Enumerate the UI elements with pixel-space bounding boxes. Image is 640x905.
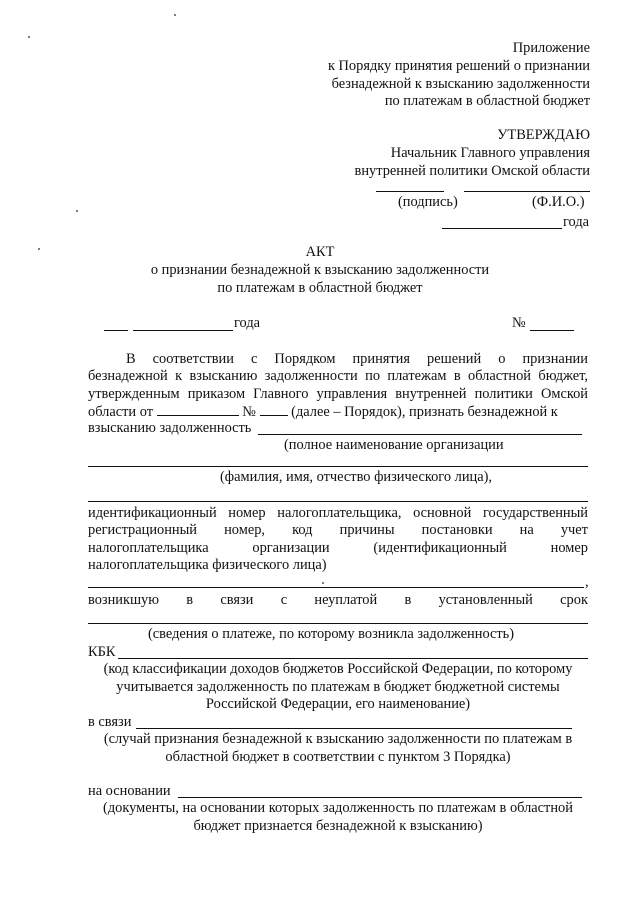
order-number-blank bbox=[260, 403, 288, 416]
word: причины bbox=[339, 522, 395, 538]
word: номер, bbox=[224, 522, 266, 538]
word: организации bbox=[252, 540, 330, 556]
body-line: взысканию задолженность bbox=[88, 420, 252, 436]
reason-label: в связи bbox=[88, 714, 132, 730]
word: код bbox=[292, 522, 313, 538]
kbk-label: КБК bbox=[88, 644, 116, 660]
word: с bbox=[251, 351, 258, 367]
body-line bbox=[88, 540, 588, 557]
hint-kbk: (код классификации доходов бюджетов Российской Федерации, по которому bbox=[103, 661, 573, 677]
fio-blank bbox=[88, 466, 588, 467]
body-line: утвержденным приказом Главного управления внутренней политики Омской bbox=[88, 386, 588, 402]
text: области от bbox=[88, 404, 153, 420]
signature-line bbox=[376, 191, 444, 192]
hint-reason: (случай признания безнадежной к взысканию задолженности по платежам в bbox=[103, 731, 573, 747]
word: регистрационный bbox=[88, 522, 197, 538]
word: неуплатой bbox=[314, 592, 378, 608]
body-line bbox=[88, 351, 588, 368]
order-date-blank bbox=[157, 403, 239, 416]
payment-blank bbox=[88, 623, 588, 624]
name-line bbox=[464, 191, 590, 192]
body-line bbox=[88, 403, 588, 421]
inn-blank bbox=[88, 587, 584, 588]
word: принятия bbox=[352, 351, 410, 367]
body-line bbox=[88, 522, 588, 539]
hint-basis: (документы, на основании которых задолженность по платежам в областной bbox=[103, 800, 573, 816]
hint-payment: (сведения о платеже, по которому возникла задолженность) bbox=[148, 626, 515, 642]
scan-speck bbox=[38, 248, 40, 250]
doc-subtitle: по платежам в областной бюджет bbox=[217, 280, 423, 296]
word: в bbox=[404, 592, 412, 608]
kbk-blank bbox=[118, 658, 588, 659]
approve-position: внутренней политики Омской области bbox=[354, 163, 590, 179]
organization-blank bbox=[258, 434, 582, 435]
body-line: безнадежной к взысканию задолженности по платежам в областной бюджет, bbox=[88, 368, 588, 384]
comma: , bbox=[585, 574, 589, 590]
doc-subtitle: о признании безнадежной к взысканию задолженности bbox=[150, 262, 490, 278]
hint-kbk: Российской Федерации, его наименование) bbox=[205, 696, 471, 712]
appendix-title: Приложение bbox=[512, 40, 590, 56]
approve-title: УТВЕРЖДАЮ bbox=[497, 127, 590, 143]
appendix-line: по платежам в областной бюджет bbox=[384, 93, 590, 109]
word: на bbox=[519, 522, 534, 538]
word: решений bbox=[427, 351, 482, 367]
hint-basis: бюджет признается безнадежной к взысканию) bbox=[193, 818, 483, 834]
body-line: налогоплательщика физического лица) bbox=[88, 557, 327, 573]
act-month-line bbox=[133, 330, 233, 331]
scan-speck bbox=[76, 210, 78, 212]
text: (далее – Порядок), признать безнадежной к bbox=[291, 404, 558, 420]
word: номер bbox=[550, 540, 588, 556]
hint-kbk: учитывается задолженность по платежам в бюджет бюджетной системы bbox=[116, 679, 560, 695]
act-year-word: года bbox=[234, 315, 261, 331]
basis-label: на основании bbox=[88, 783, 171, 799]
hint-fio: (фамилия, имя, отчество физического лица), bbox=[220, 469, 493, 485]
word: налогоплательщика bbox=[88, 540, 209, 556]
appendix-line: безнадежной к взысканию задолженности bbox=[331, 76, 590, 92]
body-line bbox=[88, 592, 588, 609]
text: № bbox=[242, 404, 256, 420]
word: соответствии bbox=[152, 351, 234, 367]
word: срок bbox=[560, 592, 588, 608]
approve-year-word: года bbox=[563, 214, 590, 230]
word: установленный bbox=[438, 592, 533, 608]
appendix-line: к Порядку принятия решений о признании bbox=[327, 58, 590, 74]
reason-blank bbox=[136, 728, 572, 729]
word: о bbox=[498, 351, 506, 367]
word: с bbox=[280, 592, 288, 608]
act-number-sign: № bbox=[512, 315, 526, 331]
word: возникшую bbox=[88, 592, 159, 608]
scan-speck bbox=[28, 36, 30, 38]
body-line: идентификационный номер налогоплательщика, основной государственный bbox=[88, 505, 588, 521]
word: В bbox=[126, 351, 136, 367]
word: постановки bbox=[421, 522, 493, 538]
scan-speck bbox=[174, 14, 176, 16]
approve-position: Начальник Главного управления bbox=[390, 145, 590, 161]
basis-blank bbox=[178, 797, 582, 798]
hint-reason: областной бюджет в соответствии с пунктом 3 Порядка) bbox=[165, 749, 511, 765]
word: учет bbox=[560, 522, 588, 538]
act-number-line bbox=[530, 330, 574, 331]
act-day-line bbox=[104, 330, 128, 331]
word: (идентификационный bbox=[373, 540, 507, 556]
signature-label: (подпись) bbox=[398, 194, 458, 210]
doc-title: АКТ bbox=[305, 244, 335, 260]
name-label: (Ф.И.О.) bbox=[532, 194, 585, 210]
word: связи bbox=[220, 592, 254, 608]
word: Порядком bbox=[274, 351, 336, 367]
scan-speck bbox=[322, 582, 324, 584]
blank-line bbox=[88, 501, 588, 502]
approve-date-line bbox=[442, 228, 562, 229]
hint-organization: (полное наименование организации bbox=[284, 437, 504, 453]
word: в bbox=[186, 592, 194, 608]
word: признании bbox=[522, 351, 588, 367]
